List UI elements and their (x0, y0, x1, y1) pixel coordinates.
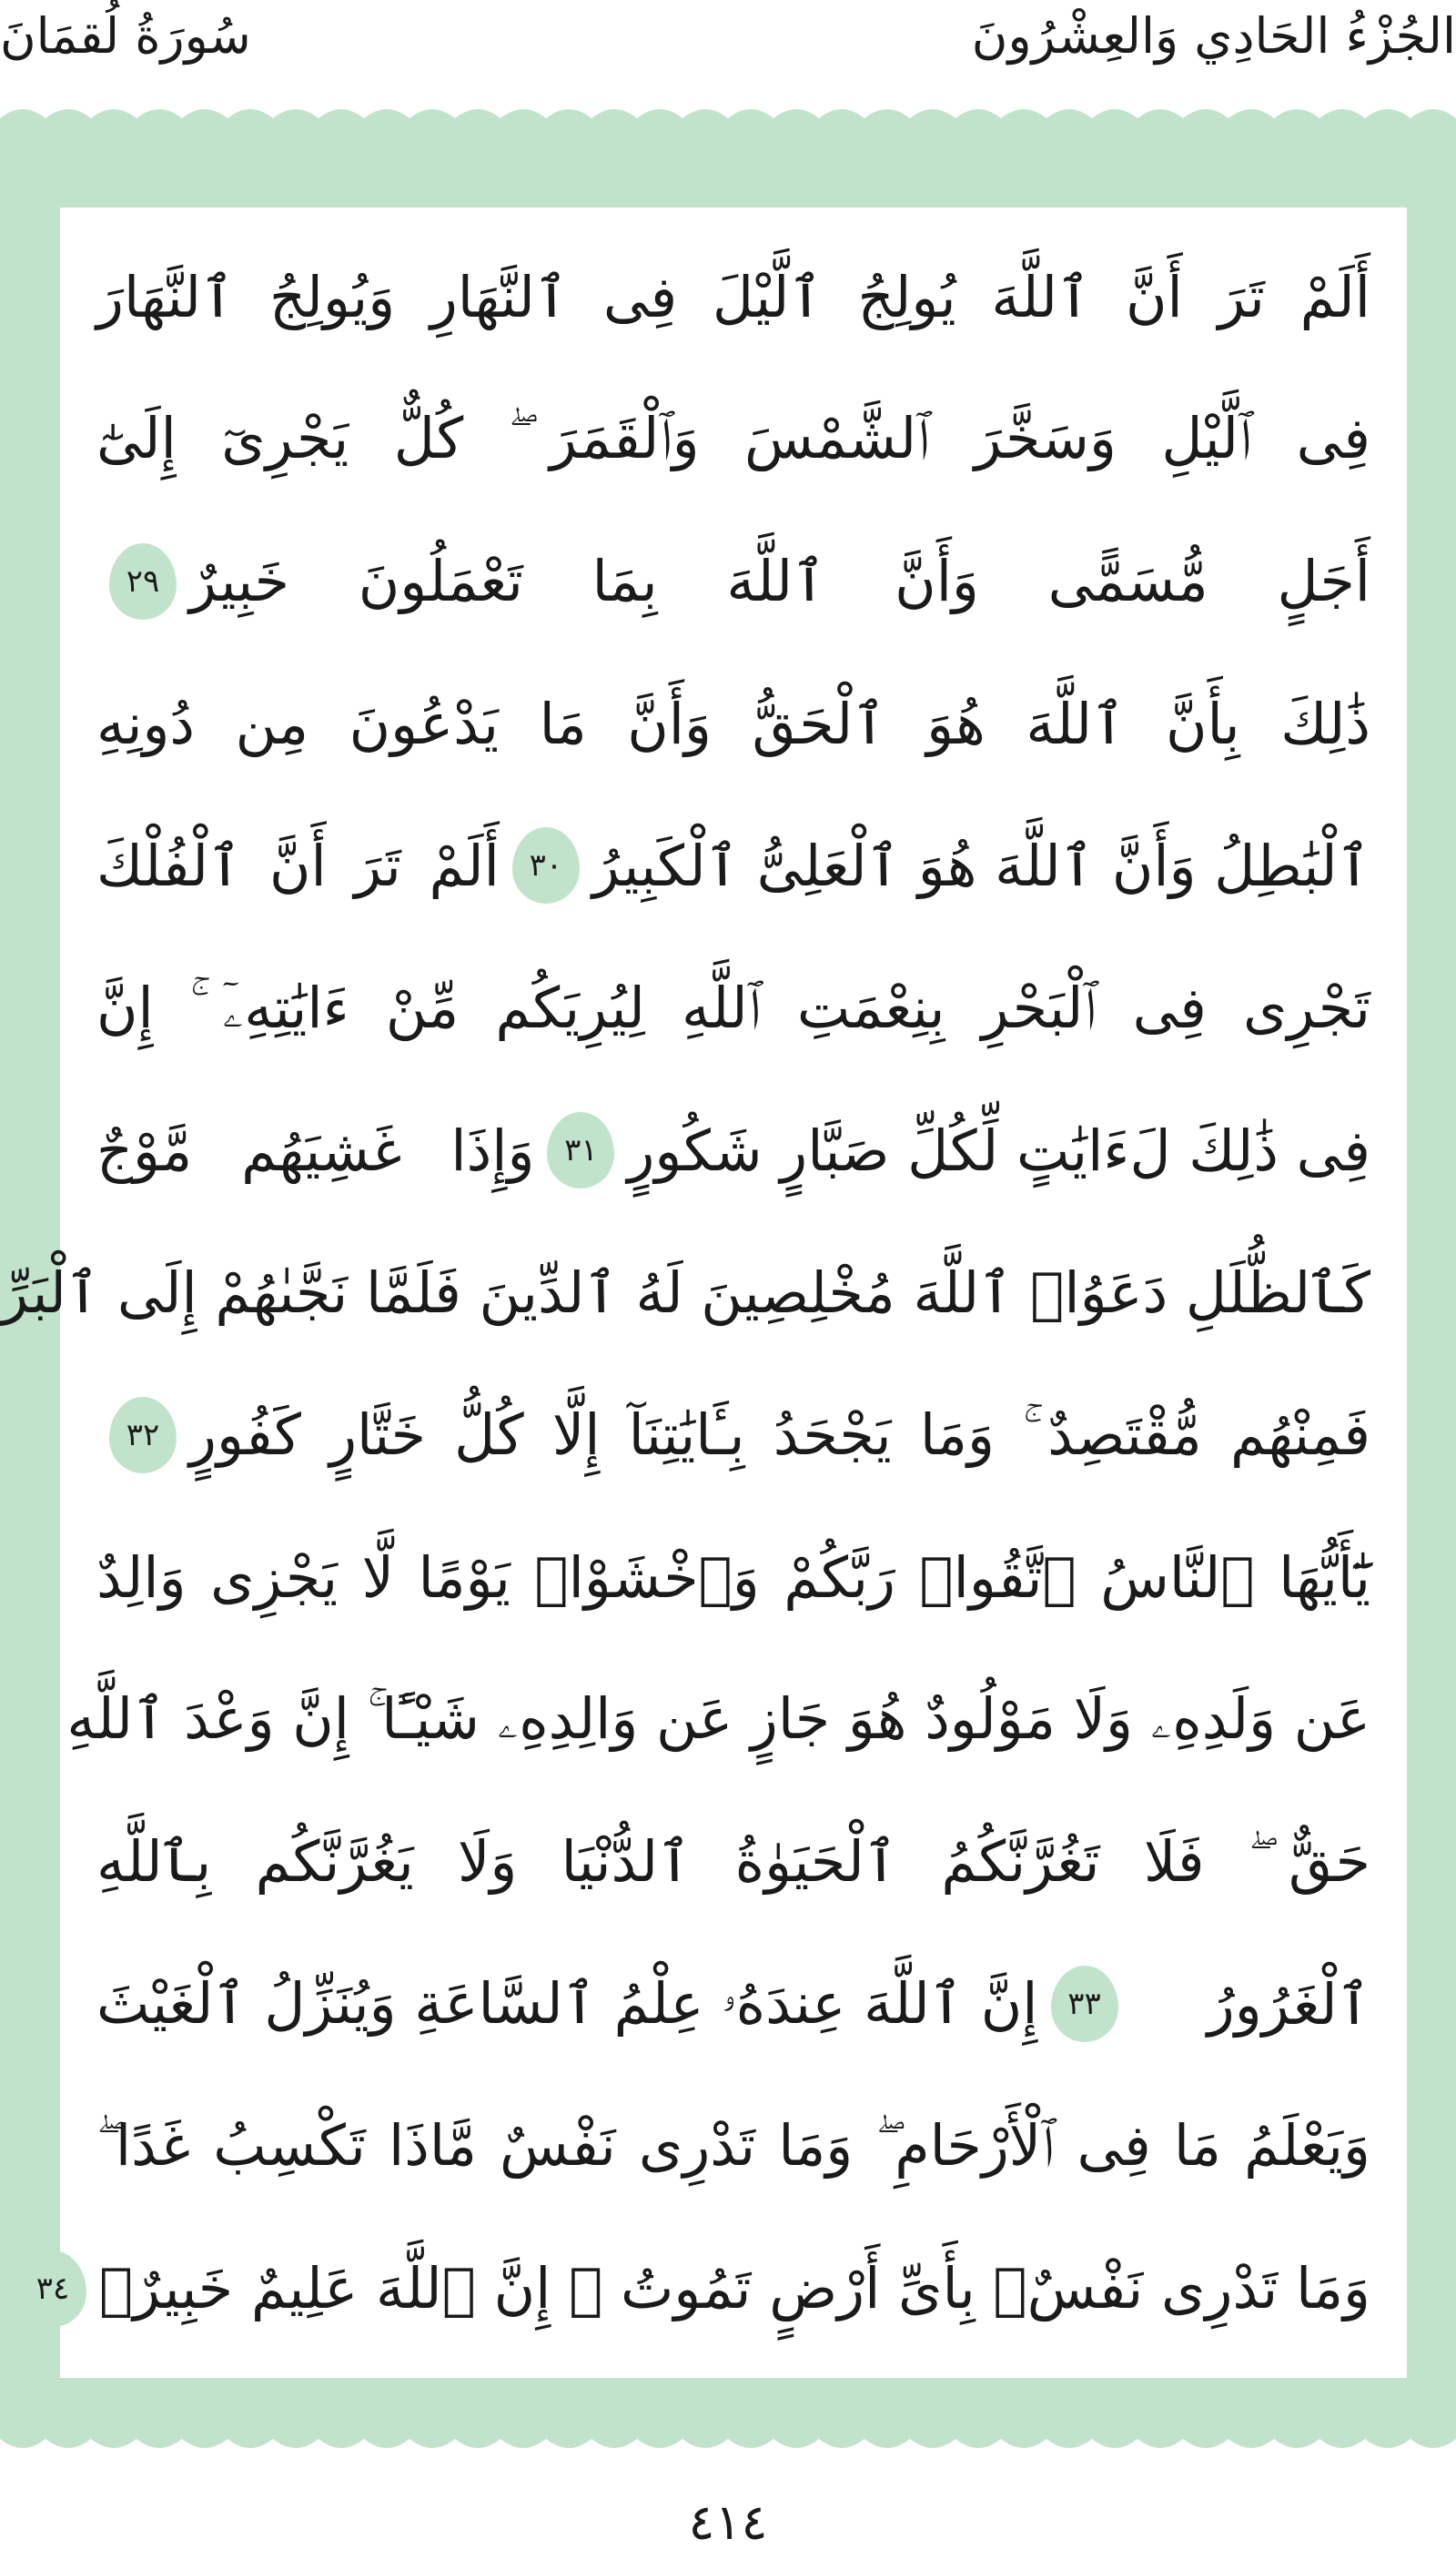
line-text: فِى ذَٰلِكَ لَءَايَٰتٍ لِّكُلِّ صَبَّارٍ شَكُورٍ (627, 1117, 1370, 1184)
line-text: أَجَلٍ مُّسَمًّى وَأَنَّ ٱللَّهَ بِمَا تَعْمَلُونَ خَبِيرٌ (189, 548, 1370, 615)
verse-line (96, 1791, 1370, 1933)
verse-line (96, 1364, 1370, 1506)
verse-line (96, 368, 1370, 510)
text-page (1, 207, 1407, 2378)
ayah-marker-icon: ٣٤ (19, 2251, 86, 2327)
ayah-marker-icon: ٣٢ (109, 1397, 177, 1473)
verse-line (96, 1506, 1370, 1648)
line-text: وَإِذَا غَشِيَهُم مَّوْجٌ (96, 1117, 535, 1184)
verse-line (96, 937, 1370, 1079)
line-text: كَٱلظُّلَلِ دَعَوُا۟ ٱللَّهَ مُخْلِصِينَ لَهُ ٱلدِّينَ فَلَمَّا نَجَّىٰهُمْ إِلَى ٱلْبَرِّ (1, 1259, 1370, 1326)
surah-title: سُورَةُ لُقمَانَ (0, 7, 251, 65)
verse-line (96, 226, 1370, 368)
line-text: يَٰٓأَيُّهَا ٱلنَّاسُ ٱتَّقُوا۟ رَبَّكُمْ وَٱخْشَوْا۟ يَوْمًا لَّا يَجْزِى وَالِدٌ (96, 1543, 1370, 1611)
verse-line (1, 1221, 1370, 1363)
line-text: أَلَمْ تَرَ أَنَّ ٱلْفُلْكَ (96, 832, 500, 899)
verse-line (96, 1079, 1370, 1221)
verse-line (96, 1933, 1370, 2075)
verse-lines (1, 226, 1370, 2360)
frame-scallop-bottom (0, 2421, 1456, 2457)
line-text: إِنَّ ٱللَّهَ عِندَهُۥ عِلْمُ ٱلسَّاعَةِ وَيُنَزِّلُ ٱلْغَيْثَ (96, 1970, 1038, 2038)
line-text: ذَٰلِكَ بِأَنَّ ٱللَّهَ هُوَ ٱلْحَقُّ وَأَنَّ مَا يَدْعُونَ مِن دُونِهِ (96, 690, 1370, 757)
page-header (0, 0, 1456, 100)
ayah-marker-icon: ٣١ (547, 1112, 614, 1188)
line-text: فِى ٱلَّيْلِ وَسَخَّرَ ٱلشَّمْسَ وَٱلْقَمَرَ ۖ كُلٌّ يَجْرِىٓ إِلَىٰٓ (96, 405, 1370, 472)
line-text: فَمِنْهُم مُّقْتَصِدٌ ۚ وَمَا يَجْحَدُ بِـَٔايَٰتِنَآ إِلَّا كُلُّ خَتَّارٍ كَفُورٍ (189, 1401, 1370, 1468)
line-text: وَيَعْلَمُ مَا فِى ٱلْأَرْحَامِ ۖ وَمَا تَدْرِى نَفْسٌ مَّاذَا تَكْسِبُ غَدًا ۖ (96, 2112, 1370, 2180)
ayah-marker-icon: ٢٩ (109, 543, 177, 620)
verse-line (96, 2075, 1370, 2217)
ayah-marker-icon: ٣٣ (1051, 1966, 1118, 2042)
line-text: وَمَا تَدْرِى نَفْسٌۢ بِأَىِّ أَرْضٍ تَمُوتُ ۚ إِنَّ ٱللَّهَ عَلِيمٌ خَبِيرٌۢ (98, 2255, 1370, 2322)
ayah-marker-icon: ٣٠ (512, 827, 580, 904)
line-text: تَجْرِى فِى ٱلْبَحْرِ بِنِعْمَتِ ٱللَّهِ لِيُرِيَكُم مِّنْ ءَايَٰتِهِۦٓ ۚ إِنَّ (96, 974, 1370, 1041)
verse-line (96, 511, 1370, 652)
line-text: أَلَمْ تَرَ أَنَّ ٱللَّهَ يُولِجُ ٱلَّيْلَ فِى ٱلنَّهَارِ وَيُولِجُ ٱلنَّهَارَ (96, 263, 1370, 330)
juz-title: الجُزْءُ الحَادِي وَالعِشْرُونَ (971, 7, 1456, 65)
page-number: ٤١٤ (688, 2493, 768, 2551)
verse-line (96, 652, 1370, 794)
line-text: ٱلْغَرُورُ (1207, 1970, 1370, 2038)
verse-line (96, 794, 1370, 936)
verse-line (66, 1648, 1370, 1790)
verse-line (35, 2218, 1370, 2360)
line-text: ٱلْبَٰطِلُ وَأَنَّ ٱللَّهَ هُوَ ٱلْعَلِىُّ ٱلْكَبِيرُ (592, 832, 1370, 899)
line-text: حَقٌّ ۖ فَلَا تَغُرَّنَّكُمُ ٱلْحَيَوٰةُ ٱلدُّنْيَا وَلَا يَغُرَّنَّكُم بِٱللَّهِ (96, 1827, 1370, 1895)
line-text: عَن وَلَدِهِۦ وَلَا مَوْلُودٌ هُوَ جَازٍ عَن وَالِدِهِۦ شَيْـًٔا ۚ إِنَّ وَعْدَ ٱللَّهِ (66, 1685, 1370, 1753)
